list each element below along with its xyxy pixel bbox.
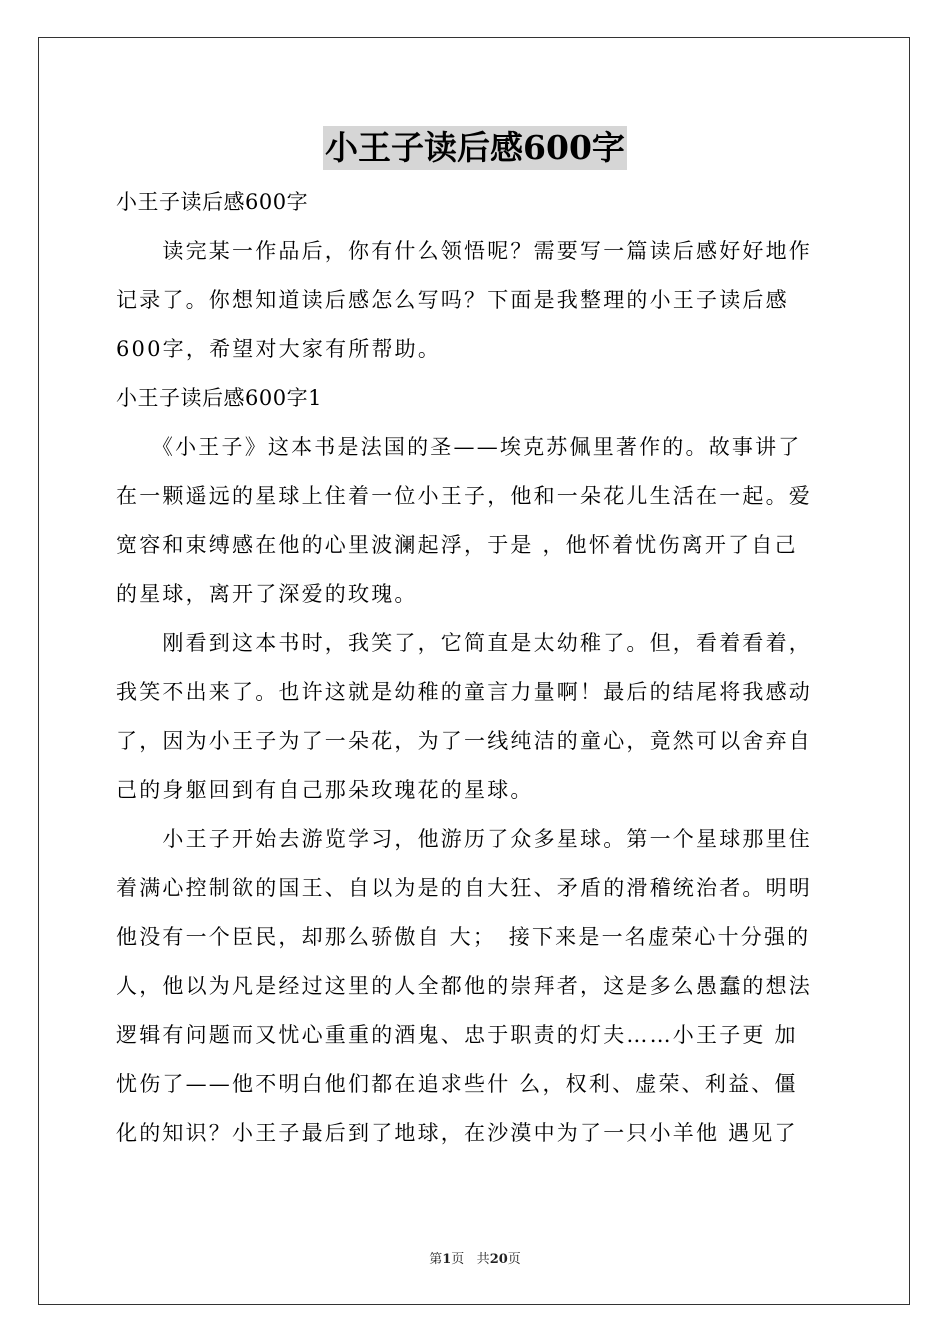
paragraph-line: 读完某一作品后，你有什么领悟呢？需要写一篇读后感好好地作 xyxy=(116,239,812,263)
paragraph-line: 宽容和束缚感在他的心里波澜起浮，于是 ，他怀着忧伤离开了自己 xyxy=(116,533,798,557)
page-suffix: 页 xyxy=(451,1252,465,1267)
page-current: 1 xyxy=(442,1252,452,1267)
page-prefix: 第 xyxy=(429,1252,443,1267)
paragraph-line: 己的身躯回到有自己那朵玫瑰花的星球。 xyxy=(116,778,534,802)
paragraph-line: 我笑不出来了。也许这就是幼稚的童言力量啊！最后的结尾将我感动 xyxy=(116,680,812,704)
paragraph-line: 人，他以为凡是经过这里的人全都他的崇拜者，这是多么愚蠢的想法 xyxy=(116,974,812,998)
paragraph-line: 600字，希望对大家有所帮助。 xyxy=(116,337,442,361)
document-body xyxy=(116,178,834,1158)
paragraph-line: 着满心控制欲的国王、自以为是的自大狂、矛盾的滑稽统治者。明明 xyxy=(116,876,812,900)
paragraph-line: 化的知识？小王子最后到了地球，在沙漠中为了一只小羊他 遇见了 xyxy=(116,1121,798,1145)
total-prefix: 共 xyxy=(476,1252,490,1267)
paragraph-line: 忧伤了——他不明白他们都在追求些什 么，权利、虚荣、利益、僵 xyxy=(116,1072,798,1096)
paragraph-line: 《小王子》这本书是法国的圣——埃克苏佩里著作的。故事讲了 xyxy=(116,435,802,459)
paragraph-line: 在一颗遥远的星球上住着一位小王子，他和一朵花儿生活在一起。爱 xyxy=(116,484,812,508)
section-heading: 小王子读后感600字 xyxy=(116,190,309,214)
paragraph-line: 记录了。你想知道读后感怎么写吗？下面是我整理的小王子读后感 xyxy=(116,288,789,312)
paragraph-line: 逻辑有问题而又忧心重重的酒鬼、忠于职责的灯夫……小王子更 加 xyxy=(116,1023,798,1047)
paragraph-line: 他没有一个臣民，却那么骄傲自 大； 接下来是一名虚荣心十分强的 xyxy=(116,925,811,949)
page-footer xyxy=(0,1248,950,1267)
page-total: 20 xyxy=(489,1252,508,1267)
document-title: 小王子读后感600字 xyxy=(323,126,627,170)
paragraph-line: 小王子开始去游览学习，他游历了众多星球。第一个星球那里住 xyxy=(116,827,812,851)
paragraph-line: 刚看到这本书时，我笑了，它简直是太幼稚了。但，看着看着， xyxy=(116,631,812,655)
paragraph-line: 了，因为小王子为了一朵花，为了一线纯洁的童心，竟然可以舍弃自 xyxy=(116,729,812,753)
document-title-wrap xyxy=(0,126,950,170)
total-suffix: 页 xyxy=(507,1252,521,1267)
paragraph-line: 的星球，离开了深爱的玫瑰。 xyxy=(116,582,418,606)
section-heading: 小王子读后感600字1 xyxy=(116,386,322,410)
